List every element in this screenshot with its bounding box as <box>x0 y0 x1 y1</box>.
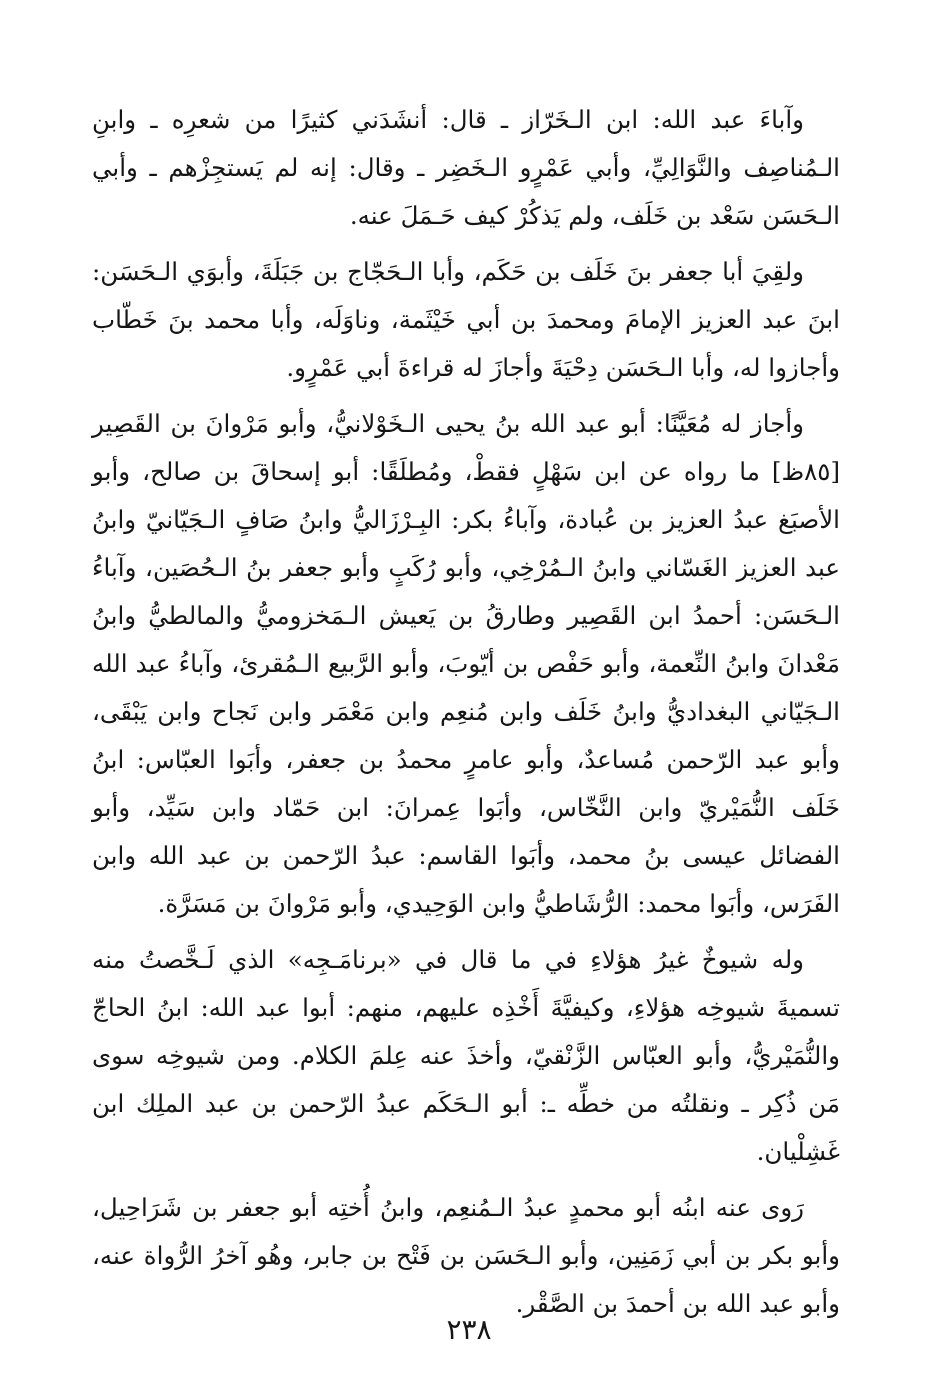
paragraph-3: وأجاز له مُعَيَّنًا: أبو عبد الله بنُ يحيى الـخَوْلانيُّ، وأبو مَرْوانَ بن القَصِير [٨٥ظ] ما رواه عن ابن سَهْلٍ فقطْ، ومُطلَقًا: أبو إسحاقَ بن صالح، وأبو الأصبَغ عبدُ العزيز بن عُبادة، وآباءُ بكر: البِـرْزَاليُّ وابنُ صَافٍ الـجَيّانيّ وابنُ عبد العزيز الغَسّاني وابنُ الـمُرْخِي، وأبو رُكَبٍ وأبو جعفر بنُ الـحُصَين، وآباءُ الـحَسَن: أحمدُ ابن القَصِير وطارقُ بن يَعيش الـمَخزوميُّ والمالطيُّ وابنُ مَعْدانَ وابنُ النِّعمة، وأبو حَفْص بن أيّوبَ، وأبو الرَّبيع الـمُقرئ، وآباءُ عبد الله الـجَيّاني البغداديُّ وابنُ خَلَف وابن مُنعِم وابن مَعْمَر وابن نَجاح وابن يَبْقَى، وأبو عبد الرّحمن مُساعدٌ، وأبو عامرٍ محمدُ بن جعفر، وأبَوا العبّاس: ابنُ خَلَف النُّمَيْريّ وابن النَّخّاس، وأبَوا عِمرانَ: ابن حَمّاد وابن سَيِّد، وأبو الفضائل عيسى بنُ محمد، وأبَوا القاسم: عبدُ الرّحمن بن عبد الله وابن الفَرَس، وأبَوا محمد: الرُّشَاطيُّ وابن الوَحِيدي، وأبو مَرْوانَ بن مَسَرَّة. <box>92 409 840 918</box>
page-number: ٢٣٨ <box>446 1313 492 1346</box>
paragraph-4: وله شيوخٌ غيرُ هؤلاءِ في ما قال في «برنامَـجِه» الذي لَـخَّصتُ منه تسميةَ شيوخِه هؤلاءِ، وكيفيَّةَ أَخْذِه عليهم، منهم: أبوا عبد الله: ابنُ الحاجّ والنُّمَيْريُّ، وأبو العبّاس الزَّنْقيّ، وأخذَ عنه عِلمَ الكلام. ومن شيوخِه سوى مَن ذُكِر ـ ونقلتُه من خطِّه ـ: أبو الـحَكَم عبدُ الرّحمن بن عبد الملِك ابن غَشِلْيان. <box>92 945 840 1166</box>
paragraph-5: رَوى عنه ابنُه أبو محمدٍ عبدُ الـمُنعِم، وابنُ أُختِه أبو جعفر بن شَرَاحِيل، وأبو بكر بن أبي زَمَنِين، وأبو الـحَسَن بن فَتْح بن جابر، وهُو آخرُ الرُّواة عنه، وأبو عبد الله بن أحمدَ بن الصَّقْر. <box>92 1193 840 1318</box>
page-body <box>92 96 840 1336</box>
paragraph-1: وآباءَ عبد الله: ابن الـخَرّاز ـ قال: أنشَدَني كثيرًا من شعرِه ـ وابنِ الـمُناصِف والنَّوَالِيِّ، وأبي عَمْرٍو الـخَضِر ـ وقال: إنه لم يَستجِزْهم ـ وأبي الـحَسَن سَعْد بن خَلَف، ولم يَذكُرْ كيف حَـمَلَ عنه. <box>92 105 840 230</box>
paragraph-2: ولقِيَ أبا جعفر بنَ خَلَف بن حَكَم، وأبا الـحَجّاج بن جَبَلَةَ، وأبوَي الـحَسَن: ابنَ عبد العزيز الإمامَ ومحمدَ بن أبي خَيْثَمة، وناوَلَه، وأبا محمد بنَ خَطّاب وأجازوا له، وأبا الـحَسَن دِحْيَةَ وأجازَ له قراءةَ أبي عَمْرٍو. <box>92 257 840 382</box>
